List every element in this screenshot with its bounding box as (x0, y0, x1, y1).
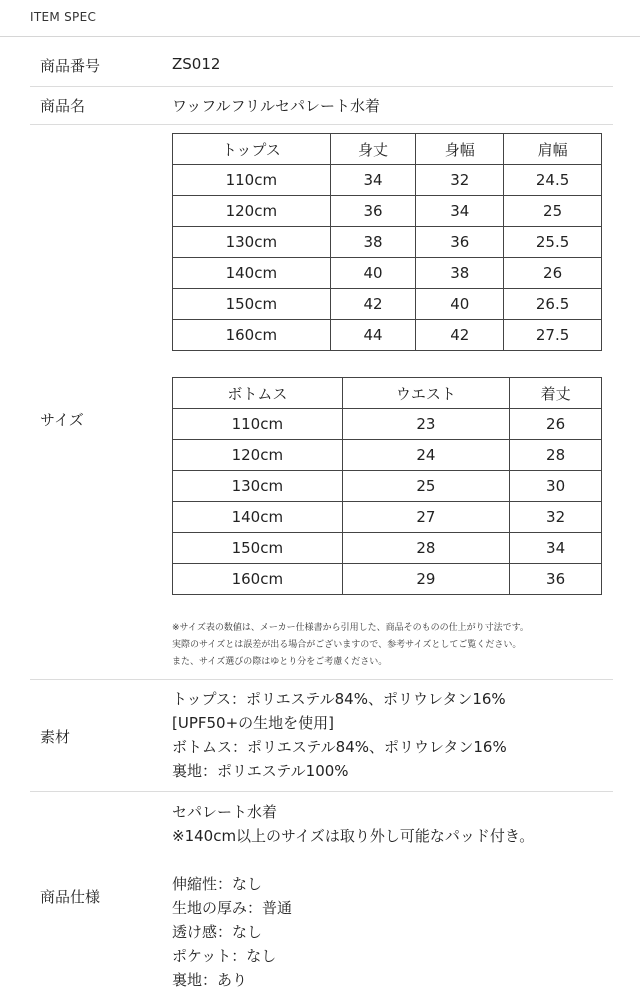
table-cell: 34 (330, 165, 416, 196)
table-header-cell: トップス (173, 134, 331, 165)
size-label: サイズ (40, 411, 84, 429)
table-cell: 44 (330, 320, 416, 351)
table-cell: 38 (330, 227, 416, 258)
table-row (173, 471, 602, 502)
size-note (172, 620, 529, 671)
table-row (173, 320, 602, 351)
header-divider (0, 36, 640, 37)
item-spec-header: ITEM SPEC (30, 10, 97, 24)
table-cell: 140cm (173, 258, 331, 289)
table-cell: 25.5 (504, 227, 602, 258)
table-cell: 26 (510, 409, 602, 440)
table-row (173, 289, 602, 320)
table-row (173, 564, 602, 595)
table-cell: 140cm (173, 502, 343, 533)
table-row (173, 227, 602, 258)
table-row (173, 258, 602, 289)
product-number-value: ZS012 (172, 55, 221, 73)
table-cell: 160cm (173, 564, 343, 595)
product-number-label: 商品番号 (40, 57, 101, 75)
size-note-line: また、サイズ選びの際はゆとり分をご考慮ください。 (172, 657, 388, 667)
table-cell: 25 (342, 471, 510, 502)
table-header-row (173, 378, 602, 409)
table-row (173, 533, 602, 564)
table-cell: 27 (342, 502, 510, 533)
table-header-cell: 身丈 (330, 134, 416, 165)
table-cell: 27.5 (504, 320, 602, 351)
material-label: 素材 (40, 728, 71, 746)
product-specs-value (172, 800, 534, 992)
table-header-row (173, 134, 602, 165)
table-cell: 28 (342, 533, 510, 564)
spec-line: 裏地：あり (172, 971, 248, 989)
table-cell: 160cm (173, 320, 331, 351)
table-cell: 36 (416, 227, 504, 258)
table-header-cell: 肩幅 (504, 134, 602, 165)
table-cell: 24.5 (504, 165, 602, 196)
table-cell: 150cm (173, 533, 343, 564)
table-cell: 42 (416, 320, 504, 351)
table-cell: 130cm (173, 471, 343, 502)
table-cell: 29 (342, 564, 510, 595)
material-line: トップス：ポリエステル84%、ポリウレタン16% (172, 690, 506, 708)
spec-line: セパレート水着 (172, 803, 278, 821)
table-cell: 130cm (173, 227, 331, 258)
product-specs-label: 商品仕様 (40, 888, 101, 906)
material-line: ボトムス：ポリエステル84%、ポリウレタン16% (172, 738, 507, 756)
table-cell: 42 (330, 289, 416, 320)
table-cell: 34 (510, 533, 602, 564)
row-divider (30, 124, 613, 125)
table-cell: 36 (510, 564, 602, 595)
table-cell: 110cm (173, 409, 343, 440)
material-value (172, 687, 507, 783)
row-divider (30, 791, 613, 792)
material-line: [UPF50+の生地を使用] (172, 714, 335, 732)
row-divider (30, 86, 613, 87)
table-cell: 40 (330, 258, 416, 289)
spec-line: 生地の厚み：普通 (172, 899, 293, 917)
product-name-label: 商品名 (40, 97, 86, 115)
row-divider (30, 679, 613, 680)
table-cell: 120cm (173, 440, 343, 471)
table-row (173, 165, 602, 196)
table-cell: 34 (416, 196, 504, 227)
spec-line: 伸縮性：なし (172, 875, 263, 893)
material-line: 裏地：ポリエステル100% (172, 762, 349, 780)
bottoms-size-table (172, 377, 602, 595)
table-row (173, 440, 602, 471)
table-cell: 24 (342, 440, 510, 471)
table-cell: 26.5 (504, 289, 602, 320)
spec-line: ポケット：なし (172, 947, 277, 965)
table-cell: 32 (416, 165, 504, 196)
table-cell: 23 (342, 409, 510, 440)
table-cell: 28 (510, 440, 602, 471)
table-cell: 32 (510, 502, 602, 533)
table-cell: 26 (504, 258, 602, 289)
spec-line (172, 848, 534, 872)
size-note-line: ※サイズ表の数値は、メーカー仕様書から引用した、商品そのものの仕上がり寸法です。 (172, 623, 529, 633)
table-header-cell: ウエスト (342, 378, 510, 409)
table-cell: 40 (416, 289, 504, 320)
size-note-line: 実際のサイズとは誤差が出る場合がございますので、参考サイズとしてご覧ください。 (172, 640, 522, 650)
table-cell: 38 (416, 258, 504, 289)
tops-size-table (172, 133, 602, 351)
product-name-value: ワッフルフリルセパレート水着 (172, 97, 381, 115)
spec-line: ※140cm以上のサイズは取り外し可能なパッド付き。 (172, 827, 535, 845)
table-row (173, 196, 602, 227)
table-header-cell: 身幅 (416, 134, 504, 165)
table-cell: 36 (330, 196, 416, 227)
table-header-cell: 着丈 (510, 378, 602, 409)
table-row (173, 409, 602, 440)
table-cell: 150cm (173, 289, 331, 320)
table-cell: 110cm (173, 165, 331, 196)
table-cell: 120cm (173, 196, 331, 227)
spec-line: 透け感：なし (172, 923, 263, 941)
table-cell: 25 (504, 196, 602, 227)
table-row (173, 502, 602, 533)
table-cell: 30 (510, 471, 602, 502)
table-header-cell: ボトムス (173, 378, 343, 409)
